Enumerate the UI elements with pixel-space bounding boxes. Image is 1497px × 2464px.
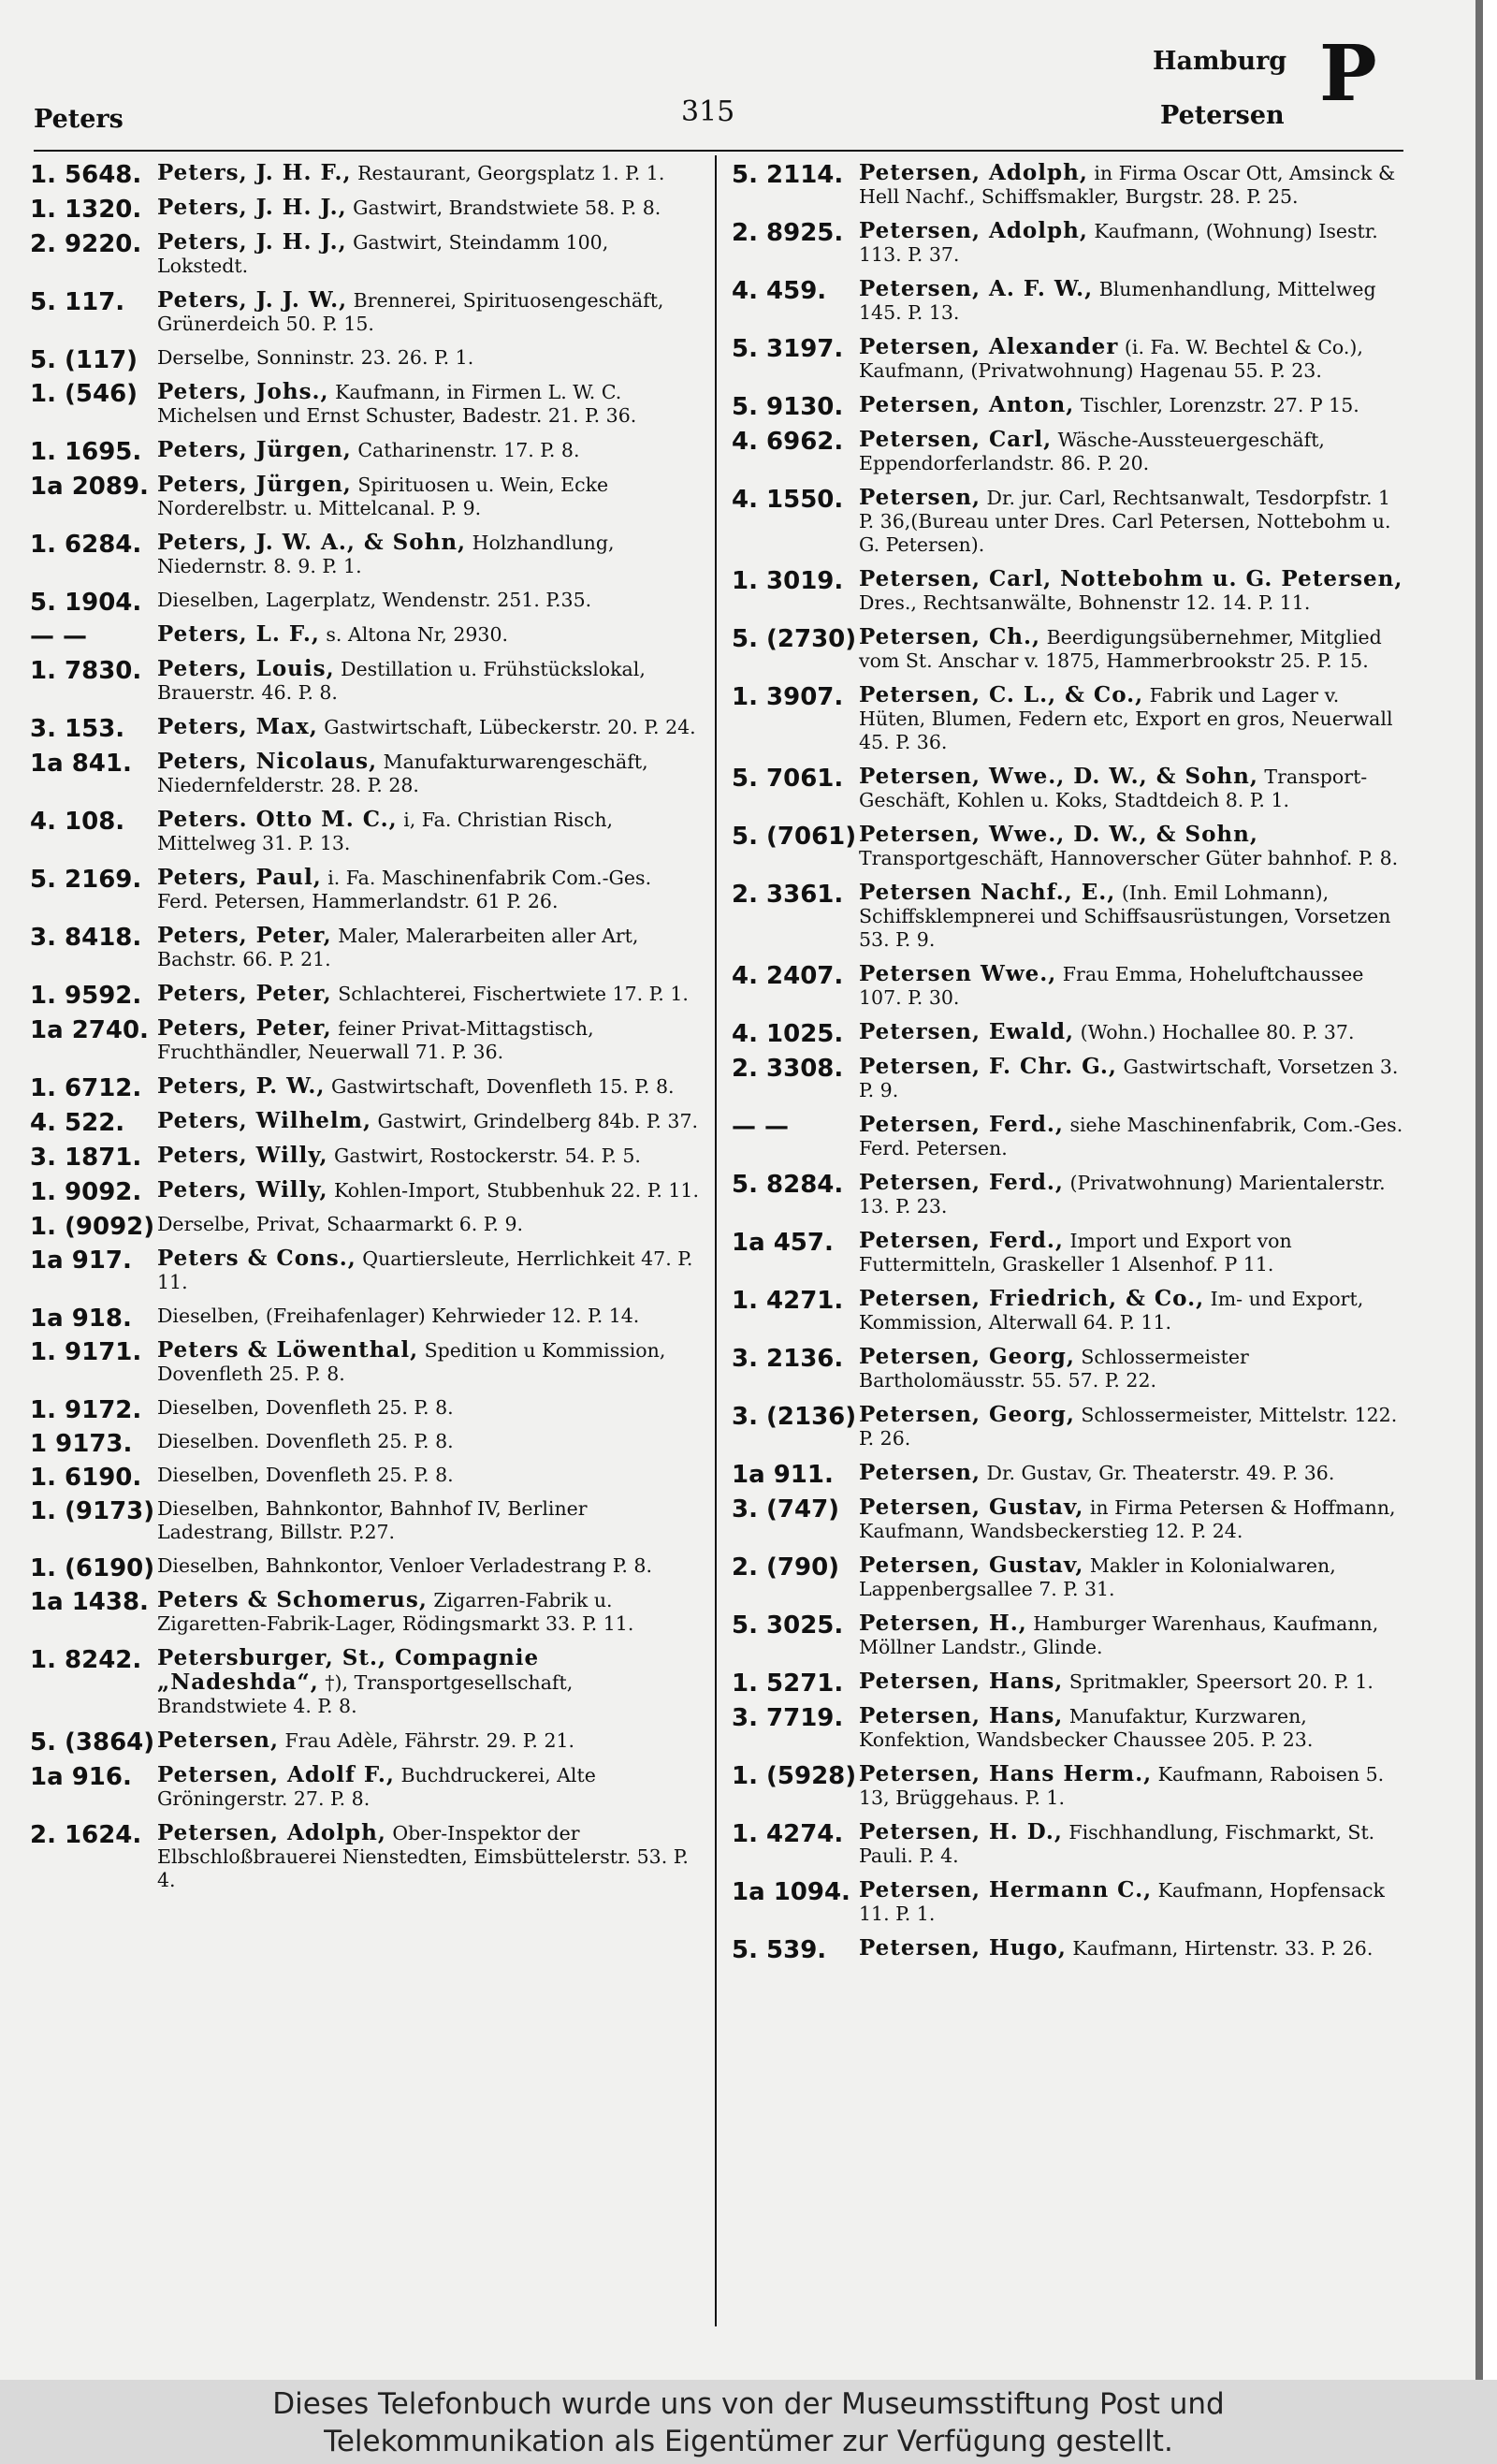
directory-entry — [30, 1247, 704, 1294]
directory-entry — [30, 195, 704, 224]
phone-number: 1. 3019. — [732, 567, 844, 595]
entry-details: Dr. Gustav, Gr. Theaterstr. 49. P. 36. — [981, 1462, 1335, 1484]
subscriber-name: Petersen, C. L., & Co., — [859, 682, 1144, 707]
subscriber-name: Petersen, Friedrich, & Co., — [859, 1286, 1205, 1311]
subscriber-name: Petersen, — [859, 485, 981, 510]
directory-entry — [30, 1430, 704, 1458]
subscriber-name: Petersen, Georg, — [859, 1344, 1075, 1369]
phone-number: 5. (7061) — [732, 823, 857, 851]
footer-line-1: Dieses Telefonbuch wurde uns von der Museumsstiftung Post und — [272, 2387, 1225, 2421]
entry-details: Dieselben, Dovenfleth 25. P. 8. — [157, 1464, 454, 1486]
entry-details: Makler in Kolonialwaren, Lappenbergsallee 7. P. 31. — [859, 1554, 1336, 1600]
phone-number: 2. (790) — [732, 1553, 840, 1582]
directory-entry — [30, 621, 704, 650]
subscriber-name: Peters, J. W. A., & Sohn, — [157, 530, 467, 555]
phone-number: 1a 1438. — [30, 1588, 149, 1616]
directory-entry — [30, 924, 704, 971]
phone-number: 1. 6712. — [30, 1074, 142, 1102]
subscriber-name: Peters, Willy, — [157, 1143, 328, 1168]
entry-details: Kaufmann, Hopfensack 11. P. 1. — [859, 1879, 1385, 1925]
entry-details: Hamburger Warenhaus, Kaufmann, Möllner Landstr., Glinde. — [859, 1612, 1379, 1658]
subscriber-name: Peters & Löwenthal, — [157, 1337, 419, 1363]
phone-number: 1a 457. — [732, 1229, 834, 1257]
entry-details: †), Transportgesellschaft, Brandstwiete 4. P. 8. — [157, 1671, 574, 1717]
subscriber-name: Peters & Schomerus, — [157, 1587, 428, 1612]
directory-entry — [732, 625, 1405, 673]
directory-entry — [30, 750, 704, 797]
subscriber-name: Petersen, Gustav, — [859, 1553, 1084, 1578]
subscriber-name: Peters, J. H. J., — [157, 195, 347, 220]
entry-details: Dieselben. Dovenfleth 25. P. 8. — [157, 1430, 454, 1452]
entry-details: Zigarren-Fabrik u. Zigaretten-Fabrik-Lager, Rödingsmarkt 33. P. 11. — [157, 1589, 634, 1635]
subscriber-name: Peters, Johs., — [157, 379, 329, 404]
phone-number: 1. 9092. — [30, 1178, 142, 1206]
phone-number: 1. 8242. — [30, 1646, 142, 1674]
entry-details: in Firma Oscar Ott, Amsinck & Hell Nachf., Schiffsmakler, Burgstr. 28. P. 25. — [859, 162, 1396, 208]
subscriber-name: Peters, Louis, — [157, 656, 335, 681]
entry-details: Frau Emma, Hoheluftchaussee 107. P. 30. — [859, 963, 1364, 1009]
subscriber-name: Petersen, Ch., — [859, 624, 1041, 649]
directory-entry — [732, 1287, 1405, 1334]
directory-entry — [732, 1171, 1405, 1218]
subscriber-name: Petersen, Adolph, — [157, 1820, 386, 1845]
header-right-keyword: Petersen — [1160, 101, 1285, 130]
subscriber-name: Peters, Peter, — [157, 923, 332, 948]
directory-entry — [30, 380, 704, 428]
entry-details: Quartiersleute, Herrlichkeit 47. P. 11. — [157, 1247, 693, 1293]
phone-number: 3. 8418. — [30, 924, 142, 952]
entry-details: (i. Fa. W. Bechtel & Co.), Kaufmann, (Privatwohnung) Hagenau 55. P. 23. — [859, 336, 1363, 382]
subscriber-name: Petersen, Hans, — [859, 1703, 1064, 1728]
entry-details: Dieselben, Bahnkontor, Bahnhof IV, Berliner Ladestrang, Billstr. P.27. — [157, 1497, 588, 1543]
directory-entry — [30, 1073, 704, 1102]
subscriber-name: Peters, Jürgen, — [157, 437, 352, 462]
phone-number: 1a 918. — [30, 1305, 132, 1333]
directory-entry — [732, 1553, 1405, 1601]
directory-entry — [30, 473, 704, 520]
directory-entry — [732, 486, 1405, 557]
phone-number: 1. 1695. — [30, 438, 142, 466]
entry-details: Gastwirtschaft, Vorsetzen 3. P. 9. — [859, 1056, 1399, 1101]
subscriber-name: Petersen, Hans Herm., — [859, 1761, 1153, 1786]
entry-details: Spritmakler, Speersort 20. P. 1. — [1063, 1670, 1373, 1693]
phone-number: 5. 1904. — [30, 589, 142, 617]
directory-entry — [732, 392, 1405, 421]
phone-number: 1a 911. — [732, 1461, 834, 1489]
phone-number: 1. (546) — [30, 380, 138, 408]
phone-number: 5. 539. — [732, 1936, 827, 1964]
subscriber-name: Peters, J. J. W., — [157, 287, 348, 313]
directory-entry — [732, 161, 1405, 209]
directory-entry — [30, 1588, 704, 1636]
entry-details: Manufakturwarengeschäft, Niedernfelderstr. 28. P. 28. — [157, 751, 648, 796]
directory-entry — [30, 288, 704, 336]
directory-entry — [732, 1229, 1405, 1276]
phone-number: 1. 6284. — [30, 531, 142, 559]
directory-entry — [732, 1611, 1405, 1659]
directory-entry — [732, 765, 1405, 812]
directory-entry — [732, 683, 1405, 754]
subscriber-name: Peters, P. W., — [157, 1073, 326, 1099]
phone-number: 1. 4274. — [732, 1820, 844, 1848]
directory-entry — [30, 1728, 704, 1757]
subscriber-name: Petersen, H., — [859, 1611, 1027, 1636]
entry-details: Dieselben, Bahnkontor, Venloer Verladestrang P. 8. — [157, 1554, 652, 1577]
entry-details: Holzhandlung, Niedernstr. 8. 9. P. 1. — [157, 532, 615, 577]
directory-entry — [30, 1821, 704, 1892]
phone-number: 5. 117. — [30, 288, 125, 316]
entry-details: Schlossermeister, Mittelstr. 122. P. 26. — [859, 1404, 1398, 1450]
entry-details: Transport-Geschäft, Kohlen u. Koks, Stadtdeich 8. P. 1. — [859, 765, 1368, 811]
directory-entry — [30, 531, 704, 578]
phone-number: 5. (117) — [30, 346, 138, 374]
phone-number: 1. 9171. — [30, 1338, 142, 1366]
phone-number: 1. 7830. — [30, 657, 142, 685]
directory-entry — [732, 1762, 1405, 1810]
phone-number: 5. 9130. — [732, 393, 844, 421]
entry-details: Spirituosen u. Wein, Ecke Norderelbstr. u. Mittelcanal. P. 9. — [157, 474, 609, 519]
subscriber-name: Peters. Otto M. C., — [157, 807, 398, 832]
subscriber-name: Peters, Wilhelm, — [157, 1108, 371, 1133]
entry-details: Im- und Export, Kommission, Alterwall 64. P. 11. — [859, 1288, 1364, 1334]
entry-details: Frau Adèle, Fährstr. 29. P. 21. — [279, 1729, 575, 1752]
phone-number: 1a 916. — [30, 1763, 132, 1791]
subscriber-name: Petersen, Carl, Nottebohm u. G. Petersen, — [859, 566, 1403, 591]
directory-entry — [732, 1019, 1405, 1048]
entry-details: Gastwirtschaft, Lübeckerstr. 20. P. 24. — [317, 716, 696, 738]
phone-number: — — — [732, 1113, 790, 1141]
entry-details: Kaufmann, Raboisen 5. 13, Brüggehaus. P. 1. — [859, 1763, 1385, 1809]
phone-number: 3. (747) — [732, 1495, 840, 1524]
phone-number: 4. 1025. — [732, 1020, 844, 1048]
entry-details: Transportgeschäft, Hannoverscher Güter bahnhof. P. 8. — [859, 847, 1399, 869]
right-column — [732, 161, 1405, 1971]
entry-details: feiner Privat-Mittagstisch, Fruchthändler, Neuerwall 71. P. 36. — [157, 1017, 594, 1063]
subscriber-name: Peters, Peter, — [157, 981, 332, 1006]
directory-entry — [732, 1345, 1405, 1392]
directory-entry — [30, 657, 704, 705]
directory-entry — [732, 1878, 1405, 1926]
entry-details: Import und Export von Futtermitteln, Graskeller 1 Alsenhof. P 11. — [859, 1230, 1292, 1276]
entry-details: Kaufmann, Hirtenstr. 33. P. 26. — [1066, 1937, 1373, 1960]
subscriber-name: Peters, Paul, — [157, 865, 322, 890]
directory-entry — [732, 1820, 1405, 1868]
footer-line-2: Telekommunikation als Eigentümer zur Verfügung gestellt. — [324, 2425, 1173, 2458]
entry-details: Blumenhandlung, Mittelweg 145. P. 13. — [859, 278, 1376, 324]
entry-details: Dieselben, Dovenfleth 25. P. 8. — [157, 1396, 454, 1419]
directory-entry — [30, 1305, 704, 1333]
directory-entry — [30, 714, 704, 743]
subscriber-name: Petersen, Ferd., — [859, 1170, 1064, 1195]
directory-entry — [732, 1055, 1405, 1102]
phone-number: 4. 108. — [30, 808, 125, 836]
phone-number: 3. 153. — [30, 715, 125, 743]
entry-details: Buchdruckerei, Alte Gröningerstr. 27. P. 8. — [157, 1764, 596, 1810]
entry-details: i, Fa. Christian Risch, Mittelweg 31. P. 13. — [157, 809, 614, 854]
phone-number: 2. 3361. — [732, 881, 844, 909]
entry-details: Gastwirt, Grindelberg 84b. P. 37. — [371, 1110, 699, 1132]
phone-number: 1. (5928) — [732, 1762, 857, 1790]
entry-details: (Inh. Emil Lohmann), Schiffsklempnerei und Schiffsausrüstungen, Vorsetzen 53. P. 9. — [859, 882, 1391, 951]
subscriber-name: Petersen, — [157, 1728, 279, 1753]
phone-number: 1. (9092) — [30, 1213, 155, 1241]
phone-number: 1a 2740. — [30, 1016, 149, 1044]
directory-entry — [30, 1177, 704, 1206]
phone-number: 3. 7719. — [732, 1704, 844, 1732]
phone-number: 1a 917. — [30, 1247, 132, 1275]
phone-number: 1a 1094. — [732, 1878, 850, 1906]
directory-entry — [732, 1935, 1405, 1964]
header-letter: P — [1319, 29, 1377, 119]
entry-details: Catharinenstr. 17. P. 8. — [351, 439, 580, 461]
directory-entry — [30, 866, 704, 913]
phone-number: — — — [30, 622, 88, 650]
subscriber-name: Peters, J. H. J., — [157, 229, 347, 255]
entry-details: Kaufmann, (Wohnung) Isestr. 113. P. 37. — [859, 220, 1378, 266]
directory-entry — [732, 1669, 1405, 1698]
entry-details: Kohlen-Import, Stubbenhuk 22. P. 11. — [327, 1179, 699, 1202]
phone-number: 5. 7061. — [732, 765, 844, 793]
subscriber-name: Petersen, Anton, — [859, 392, 1075, 417]
directory-entry — [732, 277, 1405, 325]
entry-details: Ober-Inspektor der Elbschloßbrauerei Nienstedten, Eimsbüttelerstr. 53. P. 4. — [157, 1822, 689, 1891]
subscriber-name: Petersen, Ferd., — [859, 1112, 1064, 1137]
phone-number: 2. 3308. — [732, 1055, 844, 1083]
entry-details: Schlachterei, Fischertwiete 17. P. 1. — [331, 983, 689, 1005]
directory-entry — [30, 1338, 704, 1386]
phone-number: 5. 8284. — [732, 1171, 844, 1199]
phone-number: 1. 3907. — [732, 683, 844, 711]
phone-number: 4. 522. — [30, 1109, 125, 1137]
phone-number: 4. 1550. — [732, 486, 844, 514]
subscriber-name: Petersen, Hugo, — [859, 1935, 1067, 1961]
subscriber-name: Petersen, Ferd., — [859, 1228, 1064, 1253]
entry-details: Spedition u Kommission, Dovenfleth 25. P. 8. — [157, 1339, 666, 1385]
phone-number: 5. (3864) — [30, 1728, 155, 1757]
subscriber-name: Petersen, H. D., — [859, 1819, 1063, 1844]
subscriber-name: Petersen Wwe., — [859, 961, 1057, 986]
phone-number: 1. 1320. — [30, 196, 142, 224]
directory-entry — [30, 1554, 704, 1582]
phone-number: 1. (6190) — [30, 1554, 155, 1582]
directory-entry — [732, 1495, 1405, 1543]
entry-details: i. Fa. Maschinenfabrik Com.-Ges. Ferd. Petersen, Hammerlandstr. 61 P. 26. — [157, 867, 652, 912]
phone-number: 3. 2136. — [732, 1345, 844, 1373]
directory-entry — [30, 1016, 704, 1064]
directory-entry — [732, 1704, 1405, 1752]
subscriber-name: Petersen, Hermann C., — [859, 1877, 1153, 1903]
entry-details: Fischhandlung, Fischmarkt, St. Pauli. P. 4. — [859, 1821, 1375, 1867]
phone-number: 1a 841. — [30, 750, 132, 778]
entry-details: Gastwirtschaft, Dovenfleth 15. P. 8. — [325, 1075, 675, 1098]
subscriber-name: Peters, Nicolaus, — [157, 749, 378, 774]
phone-number: 1. 9172. — [30, 1396, 142, 1424]
phone-number: 1. 5271. — [732, 1669, 844, 1698]
footer-notice — [0, 2380, 1497, 2464]
directory-entry — [30, 437, 704, 466]
entry-details: (Wohn.) Hochallee 80. P. 37. — [1074, 1021, 1355, 1043]
entry-details: Schlossermeister Bartholomäusstr. 55. 57. P. 22. — [859, 1346, 1249, 1392]
directory-entry — [30, 1763, 704, 1811]
entry-details: Dieselben, Lagerplatz, Wendenstr. 251. P.35. — [157, 589, 592, 611]
subscriber-name: Peters, Max, — [157, 714, 318, 739]
directory-entry — [732, 428, 1405, 475]
phone-number: 1. 5648. — [30, 161, 142, 189]
subscriber-name: Petersen, A. F. W., — [859, 276, 1094, 301]
phone-number: 1a 2089. — [30, 473, 149, 501]
subscriber-name: Petersen, Georg, — [859, 1402, 1075, 1427]
header-rule — [34, 150, 1403, 152]
header-city: Hamburg — [1153, 47, 1287, 76]
column-divider — [715, 155, 717, 2326]
subscriber-name: Petersen, Adolf F., — [157, 1762, 395, 1787]
entry-details: Destillation u. Frühstückslokal, Brauerstr. 46. P. 8. — [157, 658, 646, 704]
subscriber-name: Peters, Jürgen, — [157, 472, 352, 497]
entry-details: Brennerei, Spirituosengeschäft, Grünerdeich 50. P. 15. — [157, 289, 664, 335]
entry-details: Maler, Malerarbeiten aller Art, Bachstr. 66. P. 21. — [157, 925, 639, 970]
phone-number: 3. 1871. — [30, 1144, 142, 1172]
entry-details: Gastwirt, Brandstwiete 58. P. 8. — [346, 197, 661, 219]
directory-entry — [732, 823, 1405, 870]
phone-number: 4. 6962. — [732, 428, 844, 456]
entry-details: Tischler, Lorenzstr. 27. P 15. — [1074, 394, 1359, 416]
directory-entry — [732, 335, 1405, 383]
directory-entry — [30, 981, 704, 1010]
entry-details: in Firma Petersen & Hoffmann, Kaufmann, Wandsbeckerstieg 12. P. 24. — [859, 1496, 1396, 1542]
entry-details: Kaufmann, in Firmen L. W. C. Michelsen und Ernst Schuster, Badestr. 21. P. 36. — [157, 381, 637, 427]
directory-entry — [30, 589, 704, 617]
phone-number: 3. (2136) — [732, 1403, 857, 1431]
entry-details: Derselbe, Sonninstr. 23. 26. P. 1. — [157, 346, 474, 369]
entry-details: Manufaktur, Kurzwaren, Konfektion, Wandsbecker Chaussee 205. P. 23. — [859, 1705, 1314, 1751]
directory-entry — [732, 1113, 1405, 1160]
phone-number: 2. 9220. — [30, 230, 142, 258]
directory-entry — [30, 1464, 704, 1492]
subscriber-name: Petersen, Ewald, — [859, 1019, 1075, 1044]
directory-entry — [732, 567, 1405, 615]
phone-number: 4. 2407. — [732, 962, 844, 990]
directory-entry — [30, 230, 704, 278]
subscriber-name: Petersen, Wwe., D. W., & Sohn, — [859, 764, 1258, 789]
entry-details: siehe Maschinenfabrik, Com.-Ges. Ferd. Petersen. — [859, 1114, 1403, 1159]
subscriber-name: Petersen, Adolph, — [859, 218, 1088, 243]
phone-number: 2. 8925. — [732, 219, 844, 247]
directory-entry — [30, 1396, 704, 1424]
subscriber-name: Petersburger, St., Compagnie „Nadeshda“, — [157, 1645, 540, 1695]
entry-details: Beerdigungsübernehmer, Mitglied vom St. Anschar v. 1875, Hammerbrookstr 25. P. 15. — [859, 626, 1382, 672]
phone-number: 1. 6190. — [30, 1464, 142, 1492]
directory-entry — [30, 160, 704, 189]
phone-number: 1 9173. — [30, 1430, 133, 1458]
subscriber-name: Peters, L. F., — [157, 621, 320, 647]
subscriber-name: Petersen, Gustav, — [859, 1494, 1084, 1520]
subscriber-name: Petersen, Carl, — [859, 427, 1053, 452]
subscriber-name: Petersen Nachf., E., — [859, 880, 1116, 905]
directory-entry — [732, 219, 1405, 267]
left-column — [30, 161, 704, 1903]
directory-entry — [30, 1213, 704, 1241]
phone-number: 5. (2730) — [732, 625, 857, 653]
phone-number: 1. 4271. — [732, 1287, 844, 1315]
directory-entry — [732, 1403, 1405, 1451]
subscriber-name: Petersen, — [859, 1460, 981, 1485]
phone-number: 1. 9592. — [30, 982, 142, 1010]
directory-entry — [30, 346, 704, 374]
entry-details: Derselbe, Privat, Schaarmarkt 6. P. 9. — [157, 1213, 524, 1235]
directory-entry — [732, 962, 1405, 1010]
page-number: 315 — [681, 95, 735, 128]
subscriber-name: Petersen, Adolph, — [859, 160, 1088, 185]
subscriber-name: Peters & Cons., — [157, 1246, 356, 1271]
entry-details: Fabrik und Lager v. Hüten, Blumen, Federn etc, Export en gros, Neuerwall 45. P. 36. — [859, 684, 1393, 753]
directory-entry — [732, 881, 1405, 952]
phone-number: 5. 3025. — [732, 1611, 844, 1640]
phone-number: 2. 1624. — [30, 1821, 142, 1849]
phone-number: 5. 2169. — [30, 866, 142, 894]
phone-number: 5. 3197. — [732, 335, 844, 363]
entry-details: Dr. jur. Carl, Rechtsanwalt, Tesdorpfstr. 1 P. 36,(Bureau unter Dres. Carl Petersen, Nottebohm u. G. Petersen). — [859, 487, 1391, 556]
subscriber-name: Petersen, F. Chr. G., — [859, 1054, 1117, 1079]
entry-details: (Privatwohnung) Marientalerstr. 13. P. 23. — [859, 1172, 1386, 1217]
entry-details: Dieselben, (Freihafenlager) Kehrwieder 12. P. 14. — [157, 1305, 640, 1327]
directory-entry — [30, 1497, 704, 1544]
entry-details: s. Altona Nr, 2930. — [319, 623, 509, 646]
subscriber-name: Petersen, Alexander — [859, 334, 1119, 359]
directory-entry — [732, 1460, 1405, 1489]
phone-number: 5. 2114. — [732, 161, 844, 189]
phone-number: 1. (9173) — [30, 1497, 155, 1525]
directory-entry — [30, 808, 704, 855]
subscriber-name: Peters, J. H. F., — [157, 160, 352, 185]
directory-entry — [30, 1143, 704, 1172]
subscriber-name: Petersen, Hans, — [859, 1669, 1064, 1694]
entry-details: Gastwirt, Rostockerstr. 54. P. 5. — [327, 1145, 641, 1167]
directory-entry — [30, 1108, 704, 1137]
entry-details: Restaurant, Georgsplatz 1. P. 1. — [351, 162, 665, 184]
subscriber-name: Petersen, Wwe., D. W., & Sohn, — [859, 822, 1258, 847]
entry-details: Wäsche-Aussteuergeschäft, Eppendorferlandstr. 86. P. 20. — [859, 429, 1325, 474]
directory-entry — [30, 1646, 704, 1718]
subscriber-name: Peters, Peter, — [157, 1015, 332, 1041]
subscriber-name: Peters, Willy, — [157, 1177, 328, 1203]
header-left-keyword: Peters — [34, 105, 124, 134]
entry-details: Dres., Rechtsanwälte, Bohnenstr 12. 14. P. 11. — [859, 591, 1311, 614]
entry-details: Gastwirt, Steindamm 100, Lokstedt. — [157, 231, 609, 277]
phone-number: 4. 459. — [732, 277, 827, 305]
